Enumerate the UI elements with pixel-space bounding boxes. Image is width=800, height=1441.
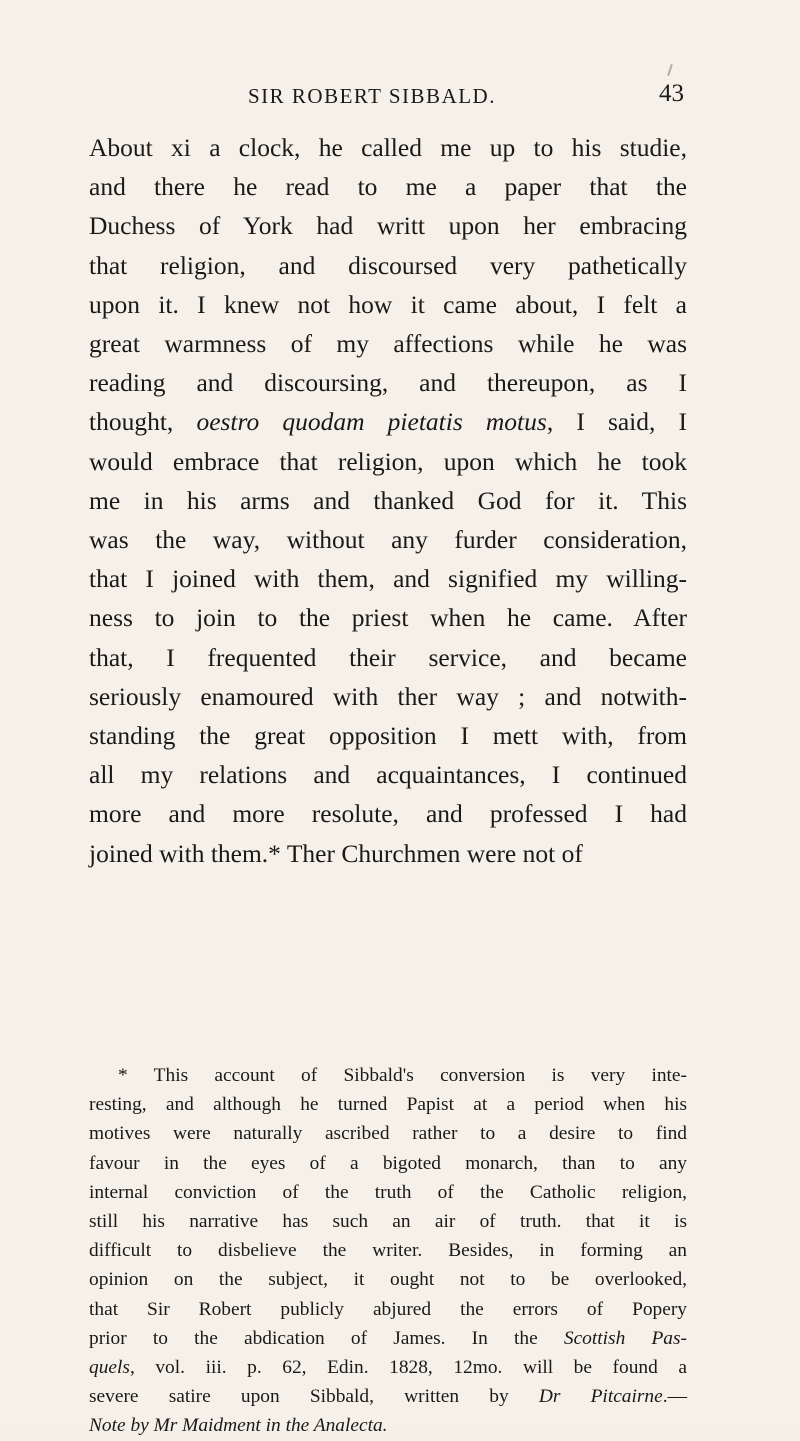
footnote	[89, 1061, 687, 1441]
latin-phrase: oestro quodam pietatis motus	[196, 407, 547, 437]
text-line: Duchess of York had writt upon her embracing	[89, 211, 687, 241]
footnote-line: resting, and although he turned Papist at a period when his	[89, 1094, 687, 1116]
text-line: all my relations and acquaintances, I continued	[89, 760, 687, 790]
text-line: me in his arms and thanked God for it. This	[89, 485, 687, 515]
text-line: seriously enamoured with ther way ; and notwith-	[89, 681, 687, 711]
text-line-with-latin	[89, 402, 687, 441]
main-text	[89, 128, 687, 873]
text-line: ness to join to the priest when he came. After	[89, 603, 687, 633]
page-number: 43	[659, 80, 684, 107]
attribution: Note by Mr Maidment in the Analecta.	[89, 1415, 388, 1437]
work-title: quels	[89, 1357, 130, 1379]
footnote-attribution	[89, 1411, 687, 1440]
footnote-line-with-title	[89, 1353, 687, 1382]
footnote-line: difficult to disbelieve the writer. Besides, in forming an	[89, 1240, 687, 1262]
text-line: that I joined with them, and signified my willing-	[89, 564, 687, 594]
footnote-line: still his narrative has such an air of truth. that it is	[89, 1211, 687, 1233]
text-line: and there he read to me a paper that the	[89, 172, 687, 202]
text-fragment: thought,	[89, 407, 197, 437]
text-fragment: .—	[662, 1386, 687, 1408]
footnote-line-with-author	[89, 1382, 687, 1411]
text-line: upon it. I knew not how it came about, I felt a	[89, 289, 687, 319]
text-line: joined with them.* Ther Churchmen were not of	[89, 838, 583, 868]
footnote-line: favour in the eyes of a bigoted monarch, than to any	[89, 1152, 687, 1174]
footnote-line: that Sir Robert publicly abjured the errors of Popery	[89, 1298, 687, 1320]
text-line: About xi a clock, he called me up to his studie,	[89, 133, 687, 162]
text-line: was the way, without any furder consideration,	[89, 525, 687, 555]
text-line: would embrace that religion, upon which he took	[89, 446, 687, 476]
page-header	[248, 80, 684, 114]
text-fragment: severe satire upon Sibbald, written by	[89, 1386, 539, 1408]
running-head: SIR ROBERT SIBBALD.	[248, 84, 496, 108]
footnote-line: internal conviction of the truth of the Catholic religion,	[89, 1181, 687, 1203]
text-fragment: prior to the abdication of James. In the	[89, 1327, 564, 1349]
text-line: reading and discoursing, and thereupon, as I	[89, 368, 687, 398]
footnote-line: opinion on the subject, it ought not to be overlooked,	[89, 1269, 687, 1291]
text-line: standing the great opposition I mett with, from	[89, 721, 687, 751]
text-line: that religion, and discoursed very pathetically	[89, 250, 687, 280]
work-title: Scottish Pas-	[563, 1327, 687, 1349]
text-fragment: , I said, I	[546, 407, 688, 437]
text-fragment: , vol. iii. p. 62, Edin. 1828, 12mo. will be found a	[129, 1357, 687, 1379]
text-line: great warmness of my affections while he was	[89, 329, 687, 359]
text-line: more and more resolute, and professed I had	[89, 799, 687, 829]
stray-ink-mark	[667, 64, 673, 76]
author-name: Dr Pitcairne	[538, 1386, 663, 1408]
footnote-line: motives were naturally ascribed rather to a desire to find	[89, 1123, 687, 1145]
text-line: that, I frequented their service, and became	[89, 642, 687, 672]
footnote-line: * This account of Sibbald's conversion is very inte-	[118, 1065, 687, 1086]
footnote-line-with-title	[89, 1324, 687, 1353]
